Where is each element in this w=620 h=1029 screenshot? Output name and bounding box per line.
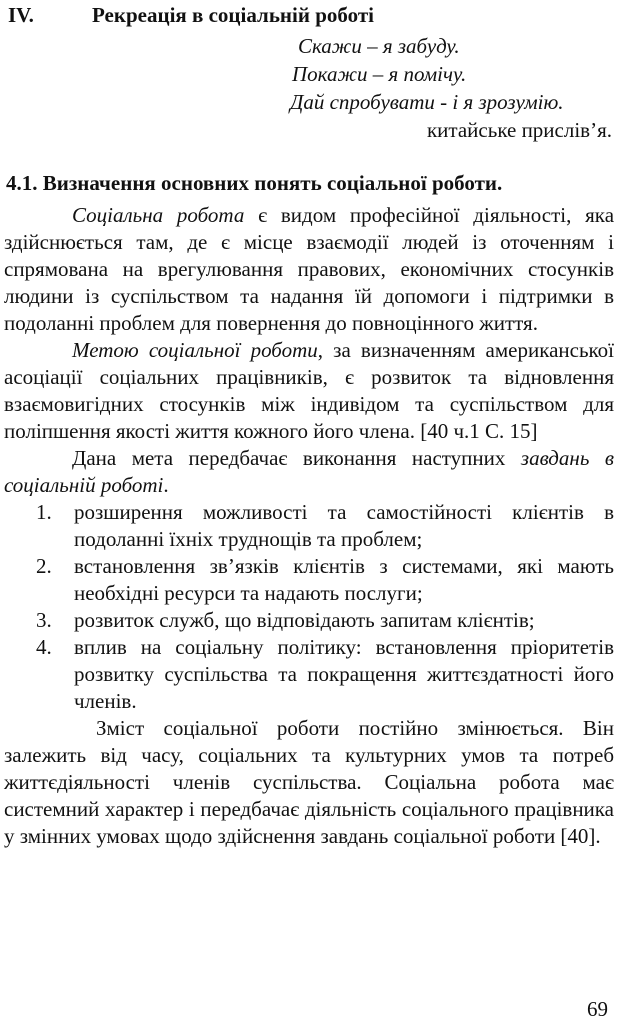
list-item	[4, 607, 614, 634]
chapter-heading	[8, 2, 608, 28]
epigraph-line: Дай спробувати - і я зрозумію.	[290, 90, 564, 114]
epigraph	[286, 32, 616, 144]
paragraph-text: Дана мета передбачає виконання наступних	[72, 446, 521, 470]
list-number: 1.	[36, 500, 52, 524]
list-text: розширення можливості та самостійності клієнтів в подоланні їхніх труднощів та проблем;	[74, 500, 614, 551]
list-item	[4, 553, 614, 607]
paragraph-text: є видом професійної діяльності, яка здійснюється там, де є місце взаємодії людей із оточенням і спрямована на врегулювання правових, економічних стосунків людини із суспільством та надання їй допомоги і підтримки в подоланні проблем для повернення до повноцінного життя.	[4, 203, 615, 335]
list-text: вплив на соціальну політику: встановлення пріоритетів розвитку суспільства та покращення життєздатності його членів.	[74, 635, 614, 713]
paragraph-tasks-intro	[4, 445, 614, 499]
list-item	[4, 499, 614, 553]
epigraph-line: Скажи – я забуду.	[298, 34, 460, 58]
epigraph-source: китайське прислів’я.	[426, 118, 612, 142]
term-social-work: Соціальна робота	[72, 203, 245, 227]
paragraph-content: Зміст соціальної роботи постійно змінюється. Він залежить від часу, соціальних та культурних умов та потреб життєдіяльності членів суспільства. Соціальна робота має системний характер і передбачає діяльність соціального працівника у змінних умовах щодо здійснення завдань соціальної роботи [40].	[4, 716, 614, 848]
list-number: 3.	[36, 608, 52, 632]
paragraph-end: .	[163, 473, 169, 497]
paragraph-definition	[4, 202, 614, 337]
page-number: 69	[587, 997, 608, 1021]
list-number: 4.	[36, 635, 52, 659]
paragraph-text: , за визначенням американської асоціації соціальних працівників, є розвиток та відновлення взаємовигідних стосунків між індивідом та суспільством для поліпшення якості життя кожного його члена. [40 ч.1 С. 15]	[4, 338, 615, 443]
list-number: 2.	[36, 554, 52, 578]
chapter-number: IV.	[8, 3, 34, 27]
body-text	[4, 202, 614, 850]
list-text: розвиток служб, що відповідають запитам клієнтів;	[74, 608, 535, 632]
chapter-title: Рекреація в соціальній роботі	[92, 3, 374, 27]
epigraph-line: Покажи – я помічу.	[292, 62, 467, 86]
section-title: 4.1. Визначення основних понять соціальної роботи.	[6, 171, 503, 195]
term-goal: Метою соціальної роботи	[72, 338, 318, 362]
paragraph-goal	[4, 337, 614, 445]
list-item	[4, 634, 614, 715]
list-text: встановлення зв’язків клієнтів з системами, які мають необхідні ресурси та надають послуги;	[74, 554, 614, 605]
tasks-list	[4, 499, 614, 715]
term-tasks: завдань в соціальній роботі	[4, 446, 614, 497]
